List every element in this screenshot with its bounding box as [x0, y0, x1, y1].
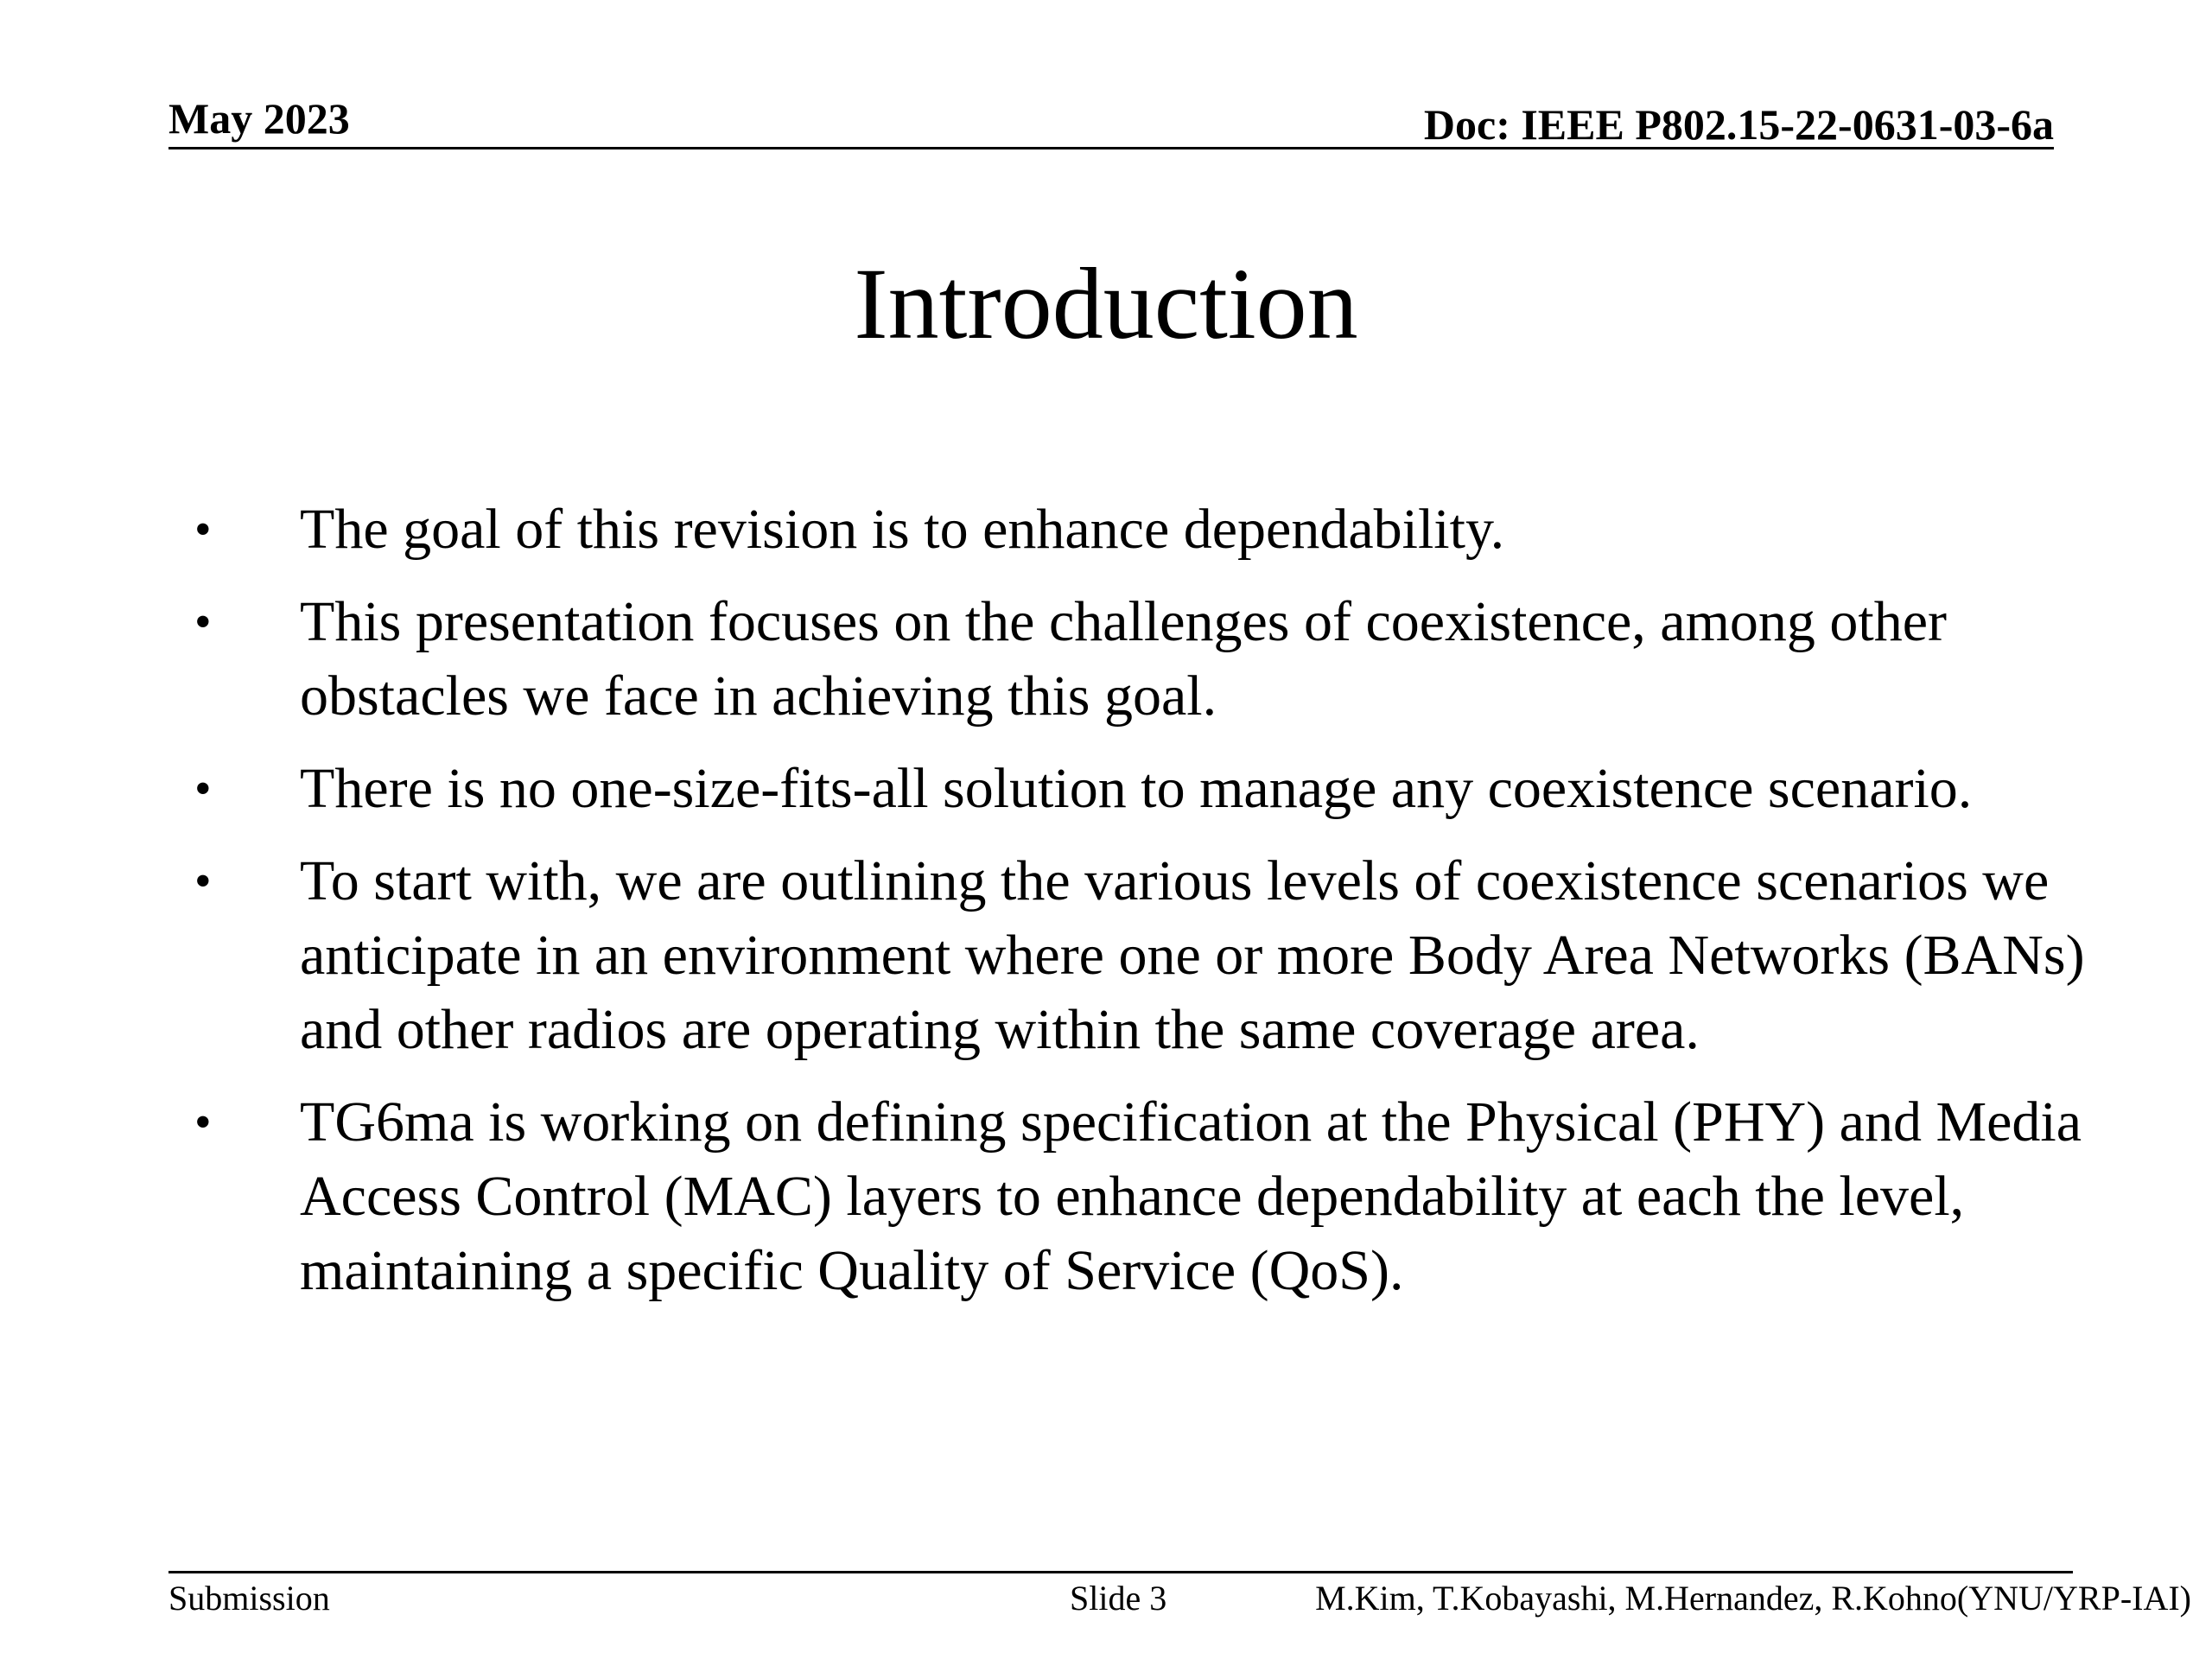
- bullet-text: This presentation focuses on the challenges of coexistence, among other obstacles we face in achieving this goal.: [300, 590, 1948, 728]
- slide-title: Introduction: [854, 247, 1358, 360]
- header-divider: [168, 147, 2054, 149]
- bullet-item: [194, 585, 2113, 734]
- bullet-item: [194, 1085, 2113, 1308]
- bullet-item: [194, 752, 2113, 826]
- bullet-icon: •: [194, 595, 212, 649]
- bullet-text: To start with, we are outlining the various levels of coexistence scenarios we anticipate in an environment where one or more Body Area Networks (BANs) and other radios are operating within the same coverage area.: [300, 849, 2085, 1061]
- footer-divider: [168, 1571, 2073, 1573]
- bullet-icon: •: [194, 1096, 212, 1149]
- footer-slide-number: Slide 3: [1070, 1579, 1167, 1618]
- bullet-item: [194, 844, 2113, 1067]
- bullet-item: [194, 493, 2113, 567]
- bullet-text: The goal of this revision is to enhance dependability.: [300, 498, 1505, 561]
- bullet-list: [194, 493, 2113, 1326]
- bullet-icon: •: [194, 855, 212, 908]
- bullet-text: TG6ma is working on defining specification at the Physical (PHY) and Media Access Control (MAC) layers to enhance dependability at each the level, maintaining a specific Quality of Service (QoS).: [300, 1090, 2082, 1302]
- bullet-icon: •: [194, 762, 212, 816]
- footer-submission: Submission: [168, 1579, 330, 1618]
- header-document-id: Doc: IEEE P802.15-22-0631-03-6a: [1423, 100, 2054, 149]
- bullet-icon: •: [194, 503, 212, 556]
- header-date: May 2023: [168, 94, 350, 143]
- bullet-text: There is no one-size-fits-all solution to manage any coexistence scenario.: [300, 757, 1973, 820]
- footer-authors: M.Kim, T.Kobayashi, M.Hernandez, R.Kohno(YNU/YRP-IAI): [1315, 1579, 2191, 1618]
